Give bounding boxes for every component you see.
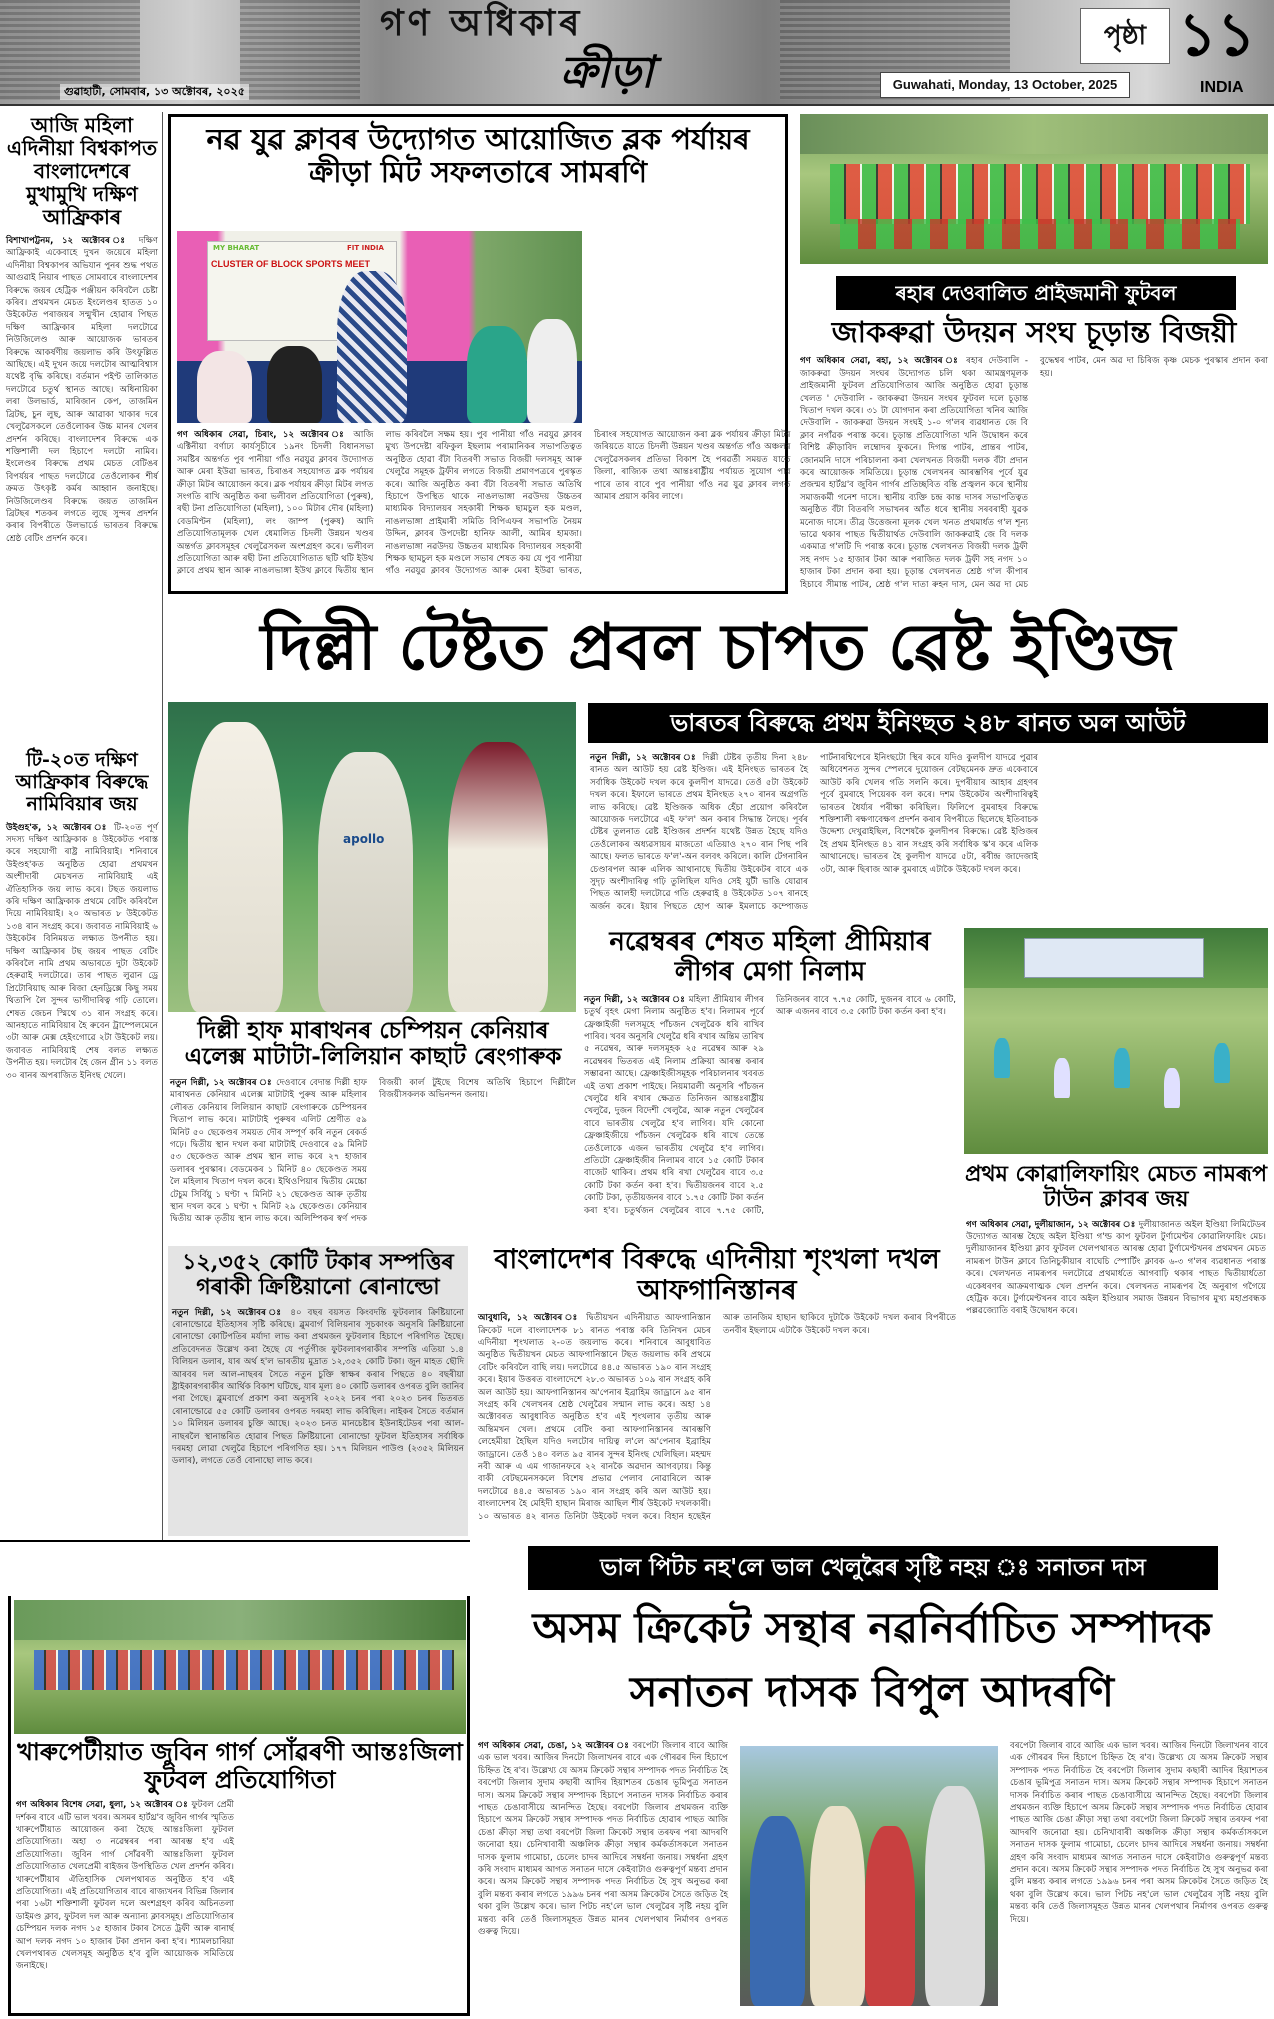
delhi-test-photo: [168, 702, 576, 1012]
rohar-kicker: ৰহাৰ দেওবালিত প্ৰাইজমানী ফুটবল: [836, 276, 1236, 310]
article-text: ৪০ বছৰ বয়সত কিংবদন্তি ফুটবলাৰ ক্ৰিষ্টিয়ানো ৰোনাল্ডোৱে ইতিহাসৰ সৃষ্টি কৰিছে। ব্লুমবাৰ্গ বিলিয়নাৰ সূচকাংক অনুসৰি ক্ৰিষ্টিয়ানো ৰোনাল্ডো কোটিপতিৰ মৰ্যাদা লাভ কৰা প্ৰথমজন ফুটবলাৰ হিচাপে পৰিগণিত হৈছে। প্ৰতিবেদনত উল্লেখ কৰা হৈছে যে পৰ্তুগীজ ফুটবলাৰগৰাকীৰ সম্পত্তি এতিয়া ১.৪ বিলিয়ন ডলাৰ, যাৰ অৰ্থ হ'ল ভাৰতীয় মুদ্ৰাত ১২,৩৫২ কোটি টকা। জুন মাহত ছৌদি আৰবৰ দল আল-নাছৰৰ সৈতে নতুন চুক্তি স্বাক্ষৰ কৰাৰ পিছতে ৪০ বছৰীয়া ষ্ট্ৰাইকাৰগৰাকীৰ আৰ্থিক বিকাশ ঘটিছে, যাৰ মূল্য ৪০ কোটি ডলাৰৰ ওপৰত বুলি জানিব পৰা গৈছে। ব্লুমবাৰ্গে প্ৰকাশ কৰা অনুসৰি ২০২২ চনৰ পৰা ২০২৩ চনৰ ভিতৰত ৰোনাল্ডোৱে ৫৫ কোটি ডলাৰৰ ওপৰত দৰমহা লাভ কৰিছিল। নাইকৰ সৈতে বৰ্তমান ১০ মিলিয়ন ডলাৰৰ চুক্তি আছে। ২০২৩ চনত মানচেষ্টাৰ ইউনাইটেডৰ পৰা আল-নাছৰলৈ স্থানান্তৰিত হোৱাৰ পিছত ক্ৰিষ্টিয়ানো ৰোনাল্ডো ফুটবল ইতিহাসৰ সৰ্বাধিক দৰমহা লোৱা খেলুৱৈ হিচাপে পৰিগণিত হয়। ১৭৭ মিলিয়ন পাউণ্ড (২৩৫২ মিলিয়ন ডলাৰ), লগতে তেওঁ বোনাছো লাভ কৰে।: [172, 1307, 465, 1467]
date-assamese: গুৱাহাটী, সোমবাৰ, ১৩ অক্টোবৰ, ২০২৫: [60, 84, 249, 100]
dateline: গণ অধিকাৰ সেৱা, ৰহা, ১২ অক্টোবৰ ঃ: [800, 356, 961, 367]
article-women-worldcup: [6, 114, 158, 742]
marathon-headline: দিল্লী হাফ মাৰাথনৰ চেম্পিয়ন কেনিয়াৰ এলেক্স মাটাটা-লিলিয়ান কাছাট ৰেংগাৰুক: [184, 1017, 562, 1071]
photo-logo-left: MY BHARAT: [213, 244, 260, 252]
article-body: [580, 994, 960, 1234]
article-body: [6, 235, 158, 742]
dateline: উইগুহ'ক, ১২ অক্টোবৰ ঃ: [6, 822, 109, 833]
article-text: টি-২০ত পূৰ্ণ সদস্য দক্ষিণ আফ্ৰিকাক ৪ উইকেটত পৰাস্ত কৰে সহযোগী ৰাষ্ট্ৰ নামিবিয়াই। শনিবাৰে উইণ্ডহ'কত অনুষ্ঠিত হোৱা প্ৰথমখন অংশীদাৰী মেচখনত নামিবিয়াই এই ঐতিহাসিক জয় লাভ কৰে। টছত জয়লাভ কৰি দক্ষিণ আফ্ৰিকাক প্ৰথমে বেটিং কৰিবলৈ দিয়ে নামিবিয়াই। ২০ অভাৰত ৮ উইকেটত ১৩৪ ৰান সংগ্ৰহ কৰে। জবাবত নামিবিয়াই ৬ উইকেটৰ বিনিময়ত লক্ষ্যত উপনীত হয়। দক্ষিণ আফ্ৰিকাৰ টছ জয়ৰ পাছত বেটিং কৰিবলৈ নামি প্ৰথম অভাৰতে দুটা উইকেট হেৰুৱাই দলটোৱে। তাৰ পাছত লুৱান ড্ৰে প্ৰিটোৰিয়াছ আৰু ৰিজা হেনড্ৰিক্সে কিছু সময় থিতাপি লৈ সুন্দৰ ভাগীদাৰিত্ব গঢ়ি তোলে। শেষত জেচন স্মিথে ৩১ ৰান সংগ্ৰহ কৰে। আনহাতে নামিবিয়াৰ হৈ ৰুবেন ট্ৰাম্পেলমেনে ৩টা আৰু মেক্স হেইংগোৱে ২টা উইকেট লয়। জবাবত নামিবিয়াই শেষ বলত লক্ষ্যত উপনীত হয়। দলটোৰ হৈ জেন গ্ৰীন ১১ বলত ৩০ ৰানৰ অপৰাজিত ইনিংছ খেলে।: [6, 822, 158, 1081]
article-text: দক্ষিণ আফ্ৰিকাই একেবাহে দুখন জয়েৰে মহিলা এদিনীয়া বিশ্বকাপৰ অভিযান পুনৰ শুদ্ধ পথত আগুৱাই নিয়াৰ পাছত সোমবাৰে বাংলাদেশৰ বিৰুদ্ধে জয়ৰ হেট্ৰিক পঞ্জীয়ন কৰিবলৈ চেষ্টা কৰিব। প্ৰথমখন মেচত ইংলেণ্ডৰ হাতত ১০ উইকেটত পৰাজয়ৰ সন্মুখীন হোৱাৰ পিছত দক্ষিণ আফ্ৰিকাৰ মহিলা দলটোৱে নিউজিলেণ্ড আৰু আয়োজক ভাৰতৰ বিৰুদ্ধে আকৰ্ষণীয় জয়লাভ কৰি উৎফুল্লিত আছিছে। এই দুখন জয়ে দলটোৰ আত্মবিশ্বাস যথেষ্ট বৃদ্ধি কৰিছে। বৰ্তমান পইণ্ট তালিকাত দলটোৱে চতুৰ্থ স্থানত আছে। অধিনায়িকা লৰা উলভাৰ্ড, মাৰিজান কেপ, তাজমিন ব্ৰিটছ, চুন লুছ, আৰু আৱাকা খাকাৰ দৰে খেলুৱৈসকলে তেওঁলোকৰ উচ্চ মানৰ খেলৰ প্ৰদৰ্শন কৰিছে। বাংলাদেশৰ বিৰুদ্ধে এক শক্তিশালী দল হিচাপে দলটো নামিব। ইংলেণ্ডৰ বিৰুদ্ধে প্ৰথম মেচত বেটিঙৰ বিপৰ্যয়ৰ পাছত দলটোৱে তেওঁলোকৰ শীৰ্ষ ক্ৰমত উৎকৃষ্ট কৰ্মৰ আহ্বান জনাইছে। নিউজিলেণ্ডৰ বিৰুদ্ধে জয়ত তাজমিন ব্ৰিটছৰ শতকৰ লগতে লুছে সুন্দৰ প্ৰদৰ্শন কৰাৰ বিপৰীতে উলভাৰ্ডে ভাৰতৰ বিৰুদ্ধে শ্ৰেষ্ঠ বেটিং প্ৰদৰ্শন কৰে।: [6, 236, 159, 544]
article-body: [168, 1077, 578, 1240]
article-text: মহিলা প্ৰীমিয়াৰ লীগৰ চতুৰ্থ বৃহৎ মেগা নিলাম অনুষ্ঠিত হ'ব। নিলামৰ পূৰ্বে ফ্ৰেঞ্চাইজী দলসমূহে পাঁচজন খেলুৱৈক ধৰি ৰাখিব পাৰিব। খবৰ অনুসৰি খেলুৱৈ ধৰি ৰখাৰ অন্তিম তাৰিখ ৫ নৱেম্বৰ, আৰু দলসমূহক ২৫ নৱেম্বৰ আৰু ২৯ নৱেম্বৰৰ ভিতৰত এই নিলাম প্ৰক্ৰিয়া আৰম্ভ কৰাৰ সম্ভাৱনা আছে। ফ্ৰেঞ্চাইজীসমূহক পৰিচালনাৰ খবৰত এই তথ্য প্ৰকাশ পাইছে। নিয়মাৱলী অনুসৰি পাঁচজন খেলুৱৈ ধৰি ৰখাৰ ক্ষেত্ৰত তিনিজন আন্তঃৰাষ্ট্ৰীয় খেলুৱৈ, দুজন বিদেশী খেলুৱৈ, আৰু নতুন খেলুৱৈৰ বাবে ভাৰতীয় খেলুৱৈ হ'ব লাগিব। যদি কোনো ফ্ৰেঞ্চাইজীয়ে পাঁচজন খেলুৱৈক ধৰি ৰাখে তেন্তে তেওঁলোকে এজন ভাৰতীয় খেলুৱৈ হ'ব লাগিব। প্ৰতিটো ফ্ৰেঞ্চাইজীৰ নিলামৰ বাবে ১৫ কোটি টকাৰ বাজেট থাকিব। প্ৰথম ধৰি ৰখা খেলুৱৈৰ বাবে ৩.৫ কোটি টকা কৰ্তন কৰা হ'ব। দ্বিতীয়জনৰ বাবে ২.৫ কোটি টকা, তৃতীয়জনৰ বাবে ১.৭৫ কোটি টকা কৰ্তন কৰা হ'ব। চতুৰ্থজন খেলুৱৈৰ বাবে ৭.৭৫ কোটি, তিনিজনৰ বাবে ৭.৭৫ কোটি, দুজনৰ বাবে ৬ কোটি, আৰু এজনৰ বাবে ৩.৫ কোটি টকা কৰ্তন কৰা হ'ব।: [584, 994, 956, 1216]
afghanistan-headline: বাংলাদেশৰ বিৰুদ্ধে এদিনীয়া শৃংখলা দখল আফগানিস্তানৰ: [494, 1244, 940, 1307]
block-sports-photo: [177, 231, 582, 423]
section-name: ক্ৰীড়া: [560, 47, 654, 98]
article-body: [590, 752, 1268, 920]
headline: নৱ যুৱ ক্লাবৰ উদ্যোগত আয়োজিত ব্লক পৰ্যায়ৰ ক্ৰীড়া মিট সফলতাৰে সামৰণি: [206, 122, 750, 190]
headline: ১২,৩৫২ কোটি টকাৰ সম্পত্তিৰ গৰাকী ক্ৰিষ্টিয়ানো ৰোনাল্ডো: [182, 1249, 454, 1301]
article-text: দুলীয়াজানত অইল ইণ্ডিয়া লিমিটেডৰ উদ্যোগত আৰম্ভ হৈছে অইল ইণ্ডিয়া গ'ল্ড কাপ ফুটবল টুৰ্ণামেণ্টৰ কোৱালিফায়িং মেচ। দুলীয়াজানৰ ইণ্ডিয়া ক্লাব ফুটবল খেলপথাৰত আৰম্ভ হোৱা টুৰ্ণামেণ্টখনৰ প্ৰথমখন মেচত নামৰূপ টাউন ক্লাবে তিনিচুকীয়াৰ বাঘেচি স্পোৰ্টিং ক্লাবক ৬-৩ গ'লৰ ব্যৱধানত পৰাস্ত কৰে। খেলখনত নামৰূপৰ দলটোৱে প্ৰথমাৰ্ধতে আগবাঢ়ি থকাৰ পাছত দ্বিতীয়াৰ্ধতো একেধৰণৰ আক্ৰমণাত্মক খেল প্ৰদৰ্শন কৰে। খেলখনত নামৰূপৰ হৈ অনুৰাগ গগৈয়ে হেট্ৰিক কৰে। টুৰ্ণামেণ্টখনৰ বাবে অইল ইণ্ডিয়াৰ সমাজ উন্নয়ন বিভাগৰ মুখ্য মহাপ্ৰবন্ধক পল্লৱজ্যোতি বৰাই উদ্বোধন কৰে।: [966, 1219, 1266, 1317]
article-text: বৰপেটা জিলাৰ বাবে আজি এক ভাল খবৰ। আজিৰ দিনটো জিলাখনৰ বাবে এক গৌৰৱৰ দিন হিচাপে চিহ্নিত হৈ ৰ'ব। উল্লেখ্য যে অসম ক্ৰিকেট সন্থাৰ সম্পাদক পদত নিৰ্বাচিত হৈ বৰপেটা জিলাৰ সুদাম কছাৰী আদিৰ হিয়াশতৰ চেঙাৰ ভূমিপুত্ৰ সনাতন দাস। অসম ক্ৰিকেট সন্থাৰ সম্পাদক হিচাপে সনাতন দাসক নিৰ্বাচিত কৰাৰ পাছত চেঙাবাসীয়ে আনন্দিত হৈছে। বৰপেটা জিলাৰ প্ৰথমজন ব্যক্তি হিচাপে অসম ক্ৰিকেট সন্থাৰ সম্পাদক পদত নিৰ্বাচিত হোৱাৰ পাছত আজি চেঙা ক্ৰীড়া সন্থা তথা বৰপেটা জিলা ক্ৰিকেট সন্থাৰ তৰফৰ পৰা আদৰণি জনোৱা হয়। চেনিখাবাৰী অঞ্চলিক ক্ৰীড়া সন্থাৰ কৰ্মকৰ্তাসকলে সনাতন দাসক ফুলাম গামোচা, চেলেং চাদৰ আদিৰে সম্বৰ্ধনা জনায়। সম্বৰ্ধনা গ্ৰহণ কৰি সংবাদ মাধ্যমৰ আগত সনাতন দাসে কেইবাটাও গুৰুত্বপূৰ্ণ মন্তব্য প্ৰদান কৰে। অসম ক্ৰিকেট সন্থাৰ সম্পাদক পদত নিৰ্বাচিত হৈ সুখ অনুভৱ কৰা বুলি মন্তব্য কৰাৰ লগতে ১৯৯৬ চনৰ পৰা অসম ক্ৰিকেটৰ সৈতে জড়িত হৈ থকা বুলি উল্লেখ কৰে। ভাল পিটচ নহ'লে ভাল খেলুৱৈৰ সৃষ্টি নহয় বুলি মন্তব্য কৰি তেওঁ জিলাসমূহত উন্নত মানৰ খেলপথাৰ নিৰ্মাণৰ ওপৰত গুৰুত্ব দিয়ে।: [478, 1741, 729, 1938]
photo-logo-right: FIT INDIA: [347, 244, 384, 252]
article-zubeen-football: [14, 1738, 466, 2012]
dateline: গণ অধিকাৰ সেৱা, চেঙা, ১২ অক্টোবৰ ঃ: [478, 1741, 630, 1751]
headline: টি-২০ত দক্ষিণ আফ্ৰিকাৰ বিৰুদ্ধে নামিবিয়াৰ জয়: [15, 749, 149, 815]
article-text: দেওবাৰে বেদান্ত দিল্লী হাফ মাৰাথনত কেনিয়াৰ এলেক্স মাটাটাই পুৰুষ আৰু মহিলাৰ লৌৰত কেনিয়াৰ লিলিয়ান কাছাট ৰেংগাৰুকে চেম্পিয়নৰ খিতাপ লাভ কৰে। মাটাটাই পুৰুষৰ এলিট শ্ৰেণীত ৫৯ মিনিট ৫০ ছেকেণ্ডৰ সময়ত দৌৰ সম্পূৰ্ণ কৰি নতুন ৰেকৰ্ড গঢ়ে। দ্বিতীয় স্থান দখল কৰা মাটাটাই দেওবাৰে ৫৯ মিনিট ৫৩ ছেকেণ্ডত আৰু প্ৰথম স্থান লাভ কৰে ২৭ হাজাৰ ডলাৰৰ পুৰস্কাৰ। বেডমেকৰ ১ মিনিট ৪০ ছেকেণ্ডত সময় লৈ মহিলাৰ খিতাপ দখল কৰে। ইথিওপিয়াৰ দ্বিতীয় মেচ্চো টেচুম সিৰ্বিয়ু ১ ঘণ্টা ৭ মিনিট ২১ ছেকেণ্ডত আৰু তৃতীয় স্থান দখল কৰে ১ ঘণ্টা ৭ মিনিট ২৯ ছেকেণ্ডত। কেনিয়াৰ দ্বিতীয় আৰু তৃতীয় স্থান লাভ কৰে। অলিম্পিকৰ স্বৰ্ণ পদক বিজয়ী কাৰ্ল টুইছে বিশেষ অতিথি হিচাপে দিল্লীলৈ বিজয়ীসকলক অভিনন্দন জনায়।: [170, 1077, 576, 1225]
player-figure: [448, 742, 548, 1012]
masthead-photo-collage: [240, 0, 360, 100]
photo-banner-text: CLUSTER OF BLOCK SPORTS MEET: [211, 259, 371, 269]
dateline: গণ অধিকাৰ সেৱা, দুলীয়াজান, ১২ অক্টোবৰ ঃ: [966, 1219, 1136, 1230]
date-english: Guwahati, Monday, 13 October, 2025: [880, 72, 1130, 98]
page-label: পৃষ্ঠা: [1080, 8, 1170, 64]
dateline: গণ অধিকাৰ বিশেষ সেৱা, ধুলা, ১২ অক্টোবৰ ঃ: [16, 1800, 189, 1811]
speaker-figure: [337, 271, 407, 423]
article-body: [800, 355, 1268, 592]
page-number: ১১: [1178, 0, 1256, 70]
article-body: [478, 1740, 728, 2012]
article-rohar-football: [800, 316, 1268, 592]
article-afghanistan: [476, 1244, 958, 1536]
dateline: বিশাখাপট্টনম, ১২ অক্টোবৰ ঃ: [6, 236, 131, 246]
zubeen-headline: খাৰুপেটীয়াত জুবিন গাৰ্গ সোঁৱৰণী আন্তঃজিলা ফুটবল প্ৰতিযোগিতা: [17, 1737, 463, 1794]
article-namibia-t20: [6, 750, 158, 1536]
lead-headline: দিল্লী টেষ্টত প্ৰবল চাপত ৱেষ্ট ইণ্ডিজ: [260, 610, 1176, 685]
qualifying-headline: প্ৰথম কোৱালিফায়িং মেচত নামৰূপ টাউন ক্লাবৰ জয়: [964, 1161, 1268, 1213]
dateline: নতুন দিল্লী, ১২ অক্টোবৰ ঃ: [584, 994, 686, 1005]
section-divider: [0, 1540, 470, 1542]
photo-sponsor-text: apollo: [343, 832, 385, 846]
article-text: ফুটবল প্ৰেমী দৰ্শকৰ বাবে এটি ভাল খবৰ। অসমৰ হাৰ্টথ্ৰ'ব জুবিন গাৰ্গৰ স্মৃতিত খাৰুপেটীয়াত আয়োজন কৰা হৈছে আন্তঃজিলা ফুটবল প্ৰতিযোগিতা। অহা ৩ নৱেম্বৰৰ পৰা আৰম্ভ হ'ব এই প্ৰতিযোগিতা। জুবিন গাৰ্গ সোঁৱৰণী আন্তঃজিলা ফুটবল প্ৰতিযোগিতাত খেলপ্ৰেমী ৰাইজৰ উপস্থিতিত খেল প্ৰদৰ্শন কৰিব। খাৰুপেটীয়াৰ ঐতিহাসিক খেলপথাৰত অনুষ্ঠিত হ'ব এই প্ৰতিযোগিতা। এই প্ৰতিযোগিতাৰ বাবে ৰাজ্যখনৰ বিভিন্ন জিলাৰ পৰা ১৬টা শক্তিশালী ফুটবল দলে অংশগ্ৰহণ কৰিব অচিনতলা ডাইমণ্ড ক্লাব, ফুটবল দল আৰু অন্যান্য ক্লাবসমূহ। প্ৰতিযোগিতাৰ চেম্পিয়ন দলক নগদ ১৫ হাজাৰ টকাৰ সৈতে ট্ৰফী আৰু ৰানাৰ্ছ আপ দলক নগদ ১০ হাজাৰ টকা প্ৰদান কৰা হ'ব। শ্যামলচাৰিয়া খেলপথাৰত খেলসমূহ অনুষ্ঠিত হ'ব বুলি আয়োজক সমিতিয়ে জনাইছে।: [16, 1800, 235, 1972]
article-body-continued: [1010, 1740, 1268, 2012]
paper-name: গণ অধিকাৰ: [380, 2, 584, 44]
article-body: [177, 429, 791, 587]
rohar-headline: জাকৰুৱা উদয়ন সংঘ চূড়ান্ত বিজয়ী: [831, 315, 1237, 349]
wpl-headline: নৱেম্বৰৰ শেষত মহিলা প্ৰীমিয়াৰ লীগৰ মেগা নিলাম: [609, 927, 931, 987]
dateline: নতুন দিল্লী, ১২ অক্টোবৰ ঃ: [590, 753, 698, 763]
rohar-football-team-photo: [800, 114, 1268, 264]
headline: আজি মহিলা এদিনীয়া বিশ্বকাপত বাংলাদেশৰে মুখামুখি দক্ষিণ আফ্ৰিকাৰ: [6, 113, 158, 229]
article-ronaldo: [168, 1246, 468, 1536]
dateline: গণ অধিকাৰ সেৱা, চিৰাং, ১২ অক্টোবৰ ঃ: [177, 430, 348, 440]
article-body: [476, 1312, 958, 1536]
dateline: নতুন দিল্লী, ১২ অক্টোবৰ ঃ: [170, 1077, 273, 1088]
article-wpl-auction: [580, 928, 960, 1234]
player-figure: [188, 722, 283, 1012]
article-text: ৰহাৰ দেউবালি - জাকৰুৱা উদয়ন সংঘৰ উদ্যোগত চলি থকা আমন্ত্ৰণমূলক প্ৰাইজমানী ফুটবল প্ৰতিযোগিতাৰ আজি অনুষ্ঠিত হোৱা চূড়ান্ত খেলত ' দেউবালি - জাকৰুৱা উদয়ন সংঘৰ ফুটবল দলে চূড়ান্ত খিতাপ দখল কৰে। ৩১ টা যোগদান কৰা প্ৰতিযোগিতা খনিৰ আজি দেউবালি - জাকৰুৱা উদয়ন সংঘই ১-০ গ'লৰ ব্যৱধানত জে বি ক্লাব নগাঁৱক পৰাস্ত কৰে। চূড়ান্ত প্ৰতিযোগিতা খনি উদ্বোধন কৰে বিশিষ্ট ক্ৰীড়াবিদ লম্বোদৰ ফুকনে। দিগন্ত পাটৰ, প্ৰান্তৰ পাটৰ, জোনমনি দাসে পৰিচালনা কৰা খেলখনত বিজয়ী দলক বঁটা প্ৰদান কৰে আয়োজক সমিতিয়ে। চূড়ান্ত খেলখনৰ আৰম্ভণিৰ পূৰ্বে যুৱ প্ৰজন্মৰ হাৰ্টথ্ৰ'ব জুবিন গাৰ্গৰ প্ৰতিচ্ছবিত বন্তি প্ৰজ্বলন কৰে স্থানীয় সমাজকৰ্মী গনেশ দাসে। স্থানীয় ব্যক্তি চন্দ্ৰ কান্ত দাসৰ সভাপতিত্বত অনুষ্ঠিত বঁটা বিতৰণি সভাখনৰ আঁত ধৰে স্থানীয় সৰবৰাহী যুৱক মনোজ দাসে। তীব্ৰ উত্তেজনা মূলক খেল খনত প্ৰথমাৰ্ধত গ'ল শূন্য ভাৱে থকাৰ পাছত দ্বিতীয়াৰ্থত দেউবালি জাকৰুৱাই জে বি দলক একমাত্ৰ গ'লটি দি পৰাস্ত কৰে। চূড়ান্ত খেলখনত বিজয়ী দলক ট্ৰফী সহ নগদ ১৫ হাজাৰ টকা আৰু পৰাজিত দলক ট্ৰফী সহ নগদ ১০ হাজাৰ টকা প্ৰদান কৰা হয়। চূড়ান্ত খেলখনত শ্ৰেষ্ঠ গ'ল কীপাৰ হিচাবে সীমান্ত পাটৰ, শ্ৰেষ্ঠ গ'ল দাতা ৰুহন দাস, মেন অৱ দা মেচ বুদ্ধেশ্বৰ পাটৰ, মেন অৱ দা চিৰিজ কৃষ্ণ মেচক পুৰস্কাৰ প্ৰদান কৰা হয়।: [800, 356, 1268, 590]
acs-kicker: ভাল পিটচ নহ'লে ভাল খেলুৱৈৰ সৃষ্টি নহয় ঃ সনাতন দাস: [528, 1546, 1218, 1590]
article-text: বৰপেটা জিলাৰ বাবে আজি এক ভাল খবৰ। আজিৰ দিনটো জিলাখনৰ বাবে এক গৌৰৱৰ দিন হিচাপে চিহ্নিত হৈ ৰ'ব। উল্লেখ্য যে অসম ক্ৰিকেট সন্থাৰ সম্পাদক পদত নিৰ্বাচিত হৈ বৰপেটা জিলাৰ সুদাম কছাৰী আদিৰ হিয়াশতৰ চেঙাৰ ভূমিপুত্ৰ সনাতন দাস। অসম ক্ৰিকেট সন্থাৰ সম্পাদক হিচাপে সনাতন দাসক নিৰ্বাচিত কৰাৰ পাছত চেঙাবাসীয়ে আনন্দিত হৈছে। বৰপেটা জিলাৰ প্ৰথমজন ব্যক্তি হিচাপে অসম ক্ৰিকেট সন্থাৰ সম্পাদক পদত নিৰ্বাচিত হোৱাৰ পাছত আজি চেঙা ক্ৰীড়া সন্থা তথা বৰপেটা জিলা ক্ৰিকেট সন্থাৰ তৰফৰ পৰা আদৰণি জনোৱা হয়। চেনিখাবাৰী অঞ্চলিক ক্ৰীড়া সন্থাৰ কৰ্মকৰ্তাসকলে সনাতন দাসক ফুলাম গামোচা, চেলেং চাদৰ আদিৰে সম্বৰ্ধনা জনায়। সম্বৰ্ধনা গ্ৰহণ কৰি সংবাদ মাধ্যমৰ আগত সনাতন দাসে কেইবাটাও গুৰুত্বপূৰ্ণ মন্তব্য প্ৰদান কৰে। অসম ক্ৰিকেট সন্থাৰ সম্পাদক পদত নিৰ্বাচিত হৈ সুখ অনুভৱ কৰা বুলি মন্তব্য কৰাৰ লগতে ১৯৯৬ চনৰ পৰা অসম ক্ৰিকেটৰ সৈতে জড়িত হৈ থকা বুলি উল্লেখ কৰে। ভাল পিটচ নহ'লে ভাল খেলুৱৈৰ সৃষ্টি নহয় বুলি মন্তব্য কৰি তেওঁ জিলাসমূহত উন্নত মানৰ খেলপথাৰ নিৰ্মাণৰ ওপৰত গুৰুত্ব দিয়ে।: [1010, 1741, 1268, 1925]
article-body: [14, 1799, 466, 2012]
acs-headline: অসম ক্ৰিকেট সন্থাৰ নৱনিৰ্বাচিত সম্পাদক সনাতন দাসক বিপুল আদৰণি: [532, 1603, 1212, 1716]
article-body: [172, 1307, 464, 1536]
dateline: নতুন দিল্লী, ১২ অক্টোবৰ ঃ: [172, 1307, 285, 1318]
article-text: দিল্লী টেষ্টৰ তৃতীয় দিনা ২৪৮ ৰানত অল আউট হয় ৱেষ্ট ইণ্ডিজ। এই ইনিংছত ভাৰতৰ হৈ সৰ্বাধিক উইকেট দখল কৰে কুলদীপ যাদৱে। তেওঁ ৫টা উইকেট দখল কৰে। ইফালে ভাৰতে প্ৰথম ইনিংছত ২৭০ ৰানৰ অগ্ৰগতি লাভ কৰিছে। ৱেষ্ট ইণ্ডিজক অধিক হেঁচা প্ৰয়োগ কৰিবলৈ আয়োজক দলটোৱে এই ফ'ল' অন কৰাৰ সিদ্ধান্ত লৈছে। পূৰ্বৰ টেষ্টৰ তুলনাত ৱেষ্ট ইণ্ডিজৰ প্ৰদৰ্শন যথেষ্ট উন্নত হৈছে যদিও তেওঁলোকৰ অধ্যৱসায়ৰ মাজতো এতিয়াও ২৭০ ৰান পিছ পৰি আছে। ফলত ভাৰতে ফ'ল'-অন বলবৎ কৰিলে। কালি টেগনাৰিন চেণ্ডাৰপল আৰু এলিক আথানাছে দ্বিতীয় উইকেটৰ বাবে এক সুদৃঢ় অংশীদাৰিত্ব গঢ়ি তুলিছিল যদিও সেই যুটী ভাঙি যোৱাৰ পিছত আলহী দলটোৱে গতি হেৰুৱাই ৪ উইকেটত ১০৭ ৰানহে অৰ্জন কৰে। ইয়াৰ পিছতে হোপ আৰু ইমলাচে কম্পোজড পাৰ্টনাৰশ্বিপেৰে ইনিংছটো স্থিৰ কৰে যদিও কুলদীপ যাদৱে পুৱাৰ অধিবেশনত সুন্দৰ স্পেলৰে দুয়োজন বেটছমেনক দ্ৰুত একেবাৰে আউট কৰি খেলৰ গতি সলনি কৰে। দুপৰীয়াৰ আহাৰ গ্ৰহণৰ পূৰ্বে বুমৰাহে পিয়েৰক বল কৰে। দশম উইকেটৰ অংশীদাৰিত্বই ভাৰতৰ ধৈৰ্য্যৰ পৰীক্ষা কৰিছিল। ফিলিপে বুমৰাহৰ বিৰুদ্ধে শক্তিশালী ৰক্ষণাবেক্ষণ প্ৰদৰ্শন কৰাৰ বিপৰীতে ছিলেছে ইতিবাচক উদ্দেশ্য দেখুৱাইছিল, বিশেষকৈ কুলদীপৰ বিৰুদ্ধে। ৱেষ্ট ইণ্ডিজৰ হৈ প্ৰথম ইনিংছত ৪১ ৰান সংগ্ৰহ কৰি সৰ্বাধিক স্ক'ৰ কৰে এলিক আথানেছে। ভাৰতৰ হৈ কুলদীপ যাদৱে ৫টা, ৰবীন্দ্ৰ জাদেজাই ৩টা, আৰু ছিৰাজ আৰু বুমৰাহে এটাকৈ উইকেট দখল কৰে।: [590, 753, 1038, 912]
edition-label: INDIA: [1200, 79, 1244, 96]
masthead: [0, 0, 1274, 106]
article-qualifying-match: [964, 1162, 1268, 1536]
acs-felicitation-photo: [740, 1746, 998, 2006]
article-body: [964, 1219, 1268, 1536]
dateline: আবুধাবি, ১২ অক্টোবৰ ঃ: [478, 1313, 581, 1324]
qualifying-match-photo: [964, 928, 1268, 1154]
article-text: আজি এক্টিনীয়া বৰ্ণাঢ্য কাৰ্যসূচীৰে ১৯নং চিদলী বিধানসভা সমষ্টিৰ অন্তৰ্গত পুব পানীয়া গাঁও নৱযুৱ ক্লাবৰ উদ্যোগত আৰু মেৰা ইউৱা ভাৰত, চিৰাঙৰ সহযোগত ব্লক পৰ্যায়ৰ ক্ৰীড়া মিটৰ আয়োজন কৰে। ব্লক পৰ্যায়ৰ ক্ৰীড়া মিটৰ লগত সংগতি ৰাখি অনুষ্ঠিত কৰা ভলীবল প্ৰতিযোগিতা (পুৰুষ), ৰছী টনা প্ৰতিযোগিতা (মহিলা), ১০০ মিটাৰ দৌৰ (মহিলা) বেডমিণ্টন (মহিলা), লং জাম্প (পুৰুষ) আদি প্ৰতিযোগিতামূলক খেল ধেমালিত চিদলী উন্নয়ন খণ্ডৰ অন্তৰ্গত ক্লাবসমূহৰ খেলুৱৈসকল অংশগ্ৰহণ কৰে। ভলীবল প্ৰতিযোগিতা আৰু ৰছী টনা প্ৰতিযোগিতাত ছটি থটি ইউথ ক্লাবে প্ৰথম স্থান আৰু নাঙলভাঙ্গা ইউথ ক্লাবে দ্বিতীয় স্থান লাভ কৰিবলৈ সক্ষম হয়। পুব পানীয়া গাঁও নৱযুৱ ক্লাবৰ মুখ্য উপদেষ্টা ৰফিকুল ইছলাম পৰামানিকৰ সভাপতিত্বত অনুষ্ঠিত হোৱা বঁটা বিতৰণী সভাত বিজয়ী দলসমূহ আৰু খেলুৱৈ সমূহক ট্ৰফীৰ লগতে বিজয়ী প্ৰমাণপত্ৰৰে পুৰস্কৃত কৰে। আজি অনুষ্ঠিত কৰা বঁটা বিতৰণী সভাত অতিথি হিচাপে উপস্থিত থাকে নাঙলভাঙ্গা নৱউদয় উচ্চতৰ মাধ্যমিক বিদ্যালয়ৰ সহকাৰী শিক্ষক ছামচুল হক মণ্ডল, নাঙলভাঙ্গা প্ৰাইমাৰী সমিতি বিপিএফৰ সভাপতি নৈয়ম উদ্দিন, ক্লাবৰ উপদেষ্টা হানিফ আলী, আমিৰ হামজা। নাঙলভাঙ্গা নৱউদয় উচ্চতৰ মাধ্যমিক বিদ্যালয়ৰ সহকাৰী শিক্ষক ছামচুল হক মণ্ডলে সভাৰ শেষত কয় যে পুব পানীয়া গাঁও নৱযুৱ ক্লাবৰ উদ্যোগত আৰু মেৰা ইউৱা ভাৰত, চিৰাংৰ সহযোগত আয়োজন কৰা ব্লক পৰ্যায়ৰ ক্ৰীড়া মিটৰ জৰিয়তে যাতে চিদলী উন্নয়ন খণ্ডৰ অন্তৰ্গত গাঁও অঞ্চলৰ খেলুৱৈসকলৰ প্ৰতিভা বিকাশ হৈ পৰৱৰ্তী সময়ত যাতে জিলা, ৰাজ্যিক তথা আন্তঃৰাষ্ট্ৰীয় পৰ্যায়ত সুযোগ পাব পাৰে তাৰ বাবে পুব পানীয়া গাঁও নৱ যুৱ ক্লাবৰ লগত আমাৰ প্ৰয়াস কৰিব লাগে।: [177, 430, 791, 577]
player-figure: [318, 752, 413, 1012]
article-text: দ্বিতীয়খন এদিনীয়াত আফগানিস্তান ক্ৰিকেট দলে বাংলাদেশক ৮১ ৰানত পৰাস্ত কৰি তিনিখন মেচৰ এদিনীয়া শৃংখলাত ২-০ত জয়লাভ কৰে। শনিবাৰে আবুধাবিত অনুষ্ঠিত দ্বিতীয়খন মেচত আফগানিস্তানে টছত জয়লাভ কৰি প্ৰথমে বেটিং কৰিবলৈ বাছি লয়। দলটোৱে ৪৪.৫ অভাৰত ১৯০ ৰান সংগ্ৰহ কৰে। ইয়াৰ উত্তৰত বাংলাদেশে ২৮.৩ অভাৰত ১০৯ ৰান সংগ্ৰহ কৰি অল আউট হয়। আফগানিস্তানৰ অ'পেনাৰ ইব্ৰাহিম জাড্ৰানে ৯৫ ৰান সংগ্ৰহ কৰি খেলখনৰ শ্ৰেষ্ঠ খেলুৱৈৰ সন্মান লাভ কৰে। অহা ১৪ অক্টোবৰত আবুধাবিত অনুষ্ঠিত হ'ব এই শৃংখলাৰ তৃতীয় আৰু অন্তিমখন খেল। প্ৰথমে বেটিং কৰা আফগানিস্তানৰ আৰম্ভণি লেহেমীয়া হৈছিল যদিও দলটোৰ দায়িত্ব ল'লে অ'পেনাৰ ইব্ৰাহিম জাড্ৰানে। তেওঁ ১৪০ বলত ৯৫ ৰানৰ সুন্দৰ ইনিংছ খেলিছিল। মহম্মদ নবী আৰু এ এম গাজানফৰে ২২ ৰানকৈ অৱদান আগবঢ়ায়। কিন্তু বাকী বেটছমেনসকলে বিশেষ প্ৰভাৱ পেলাব নোৱাৰিলে আৰু দলটোৱে ৪৪.৫ অভাৰত ১৯০ ৰান সংগ্ৰহ কৰি অল আউট হয়। বাংলাদেশৰ হৈ মেহিদী হাছান মিৰাজ আছিল শীৰ্ষ উইকেট দখলকাৰী। ১০ অভাৰত ৪২ ৰানত তিনিটা উইকেট দখল কৰে। বিহান হছেইন আৰু তানজিম হাছান ছাকিবে দুটাকৈ উইকেট দখল কৰাৰ বিপৰীতে তনবীৰ ইছলামে এটাকৈ উইকেট দখল কৰে।: [478, 1313, 956, 1522]
delhi-test-kicker: ভাৰতৰ বিৰুদ্ধে প্ৰথম ইনিংছত ২৪৮ ৰানত অল আউট: [588, 703, 1268, 743]
article-half-marathon: [168, 1018, 578, 1240]
article-body: [6, 822, 158, 1536]
column-divider: [162, 112, 163, 1542]
article-block-sports: [168, 114, 791, 594]
